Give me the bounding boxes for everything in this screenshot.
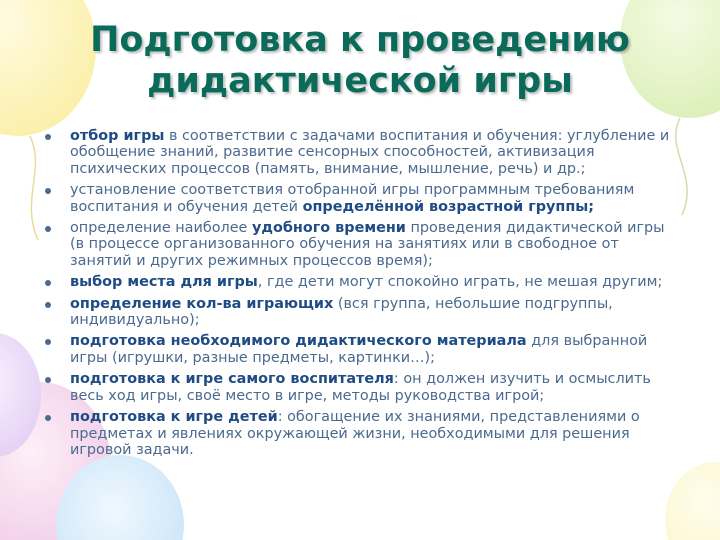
- bullet-item-materials: [44, 333, 680, 366]
- bullet-bold-text: подготовка к игре самого воспитателя: [70, 371, 394, 388]
- bullet-list: [44, 128, 680, 463]
- bullet-dot-icon: [45, 415, 51, 421]
- bullet-item-convenient-time: [44, 220, 680, 269]
- title-line-1: Подготовка к проведению: [90, 20, 630, 60]
- title-line-2: дидактической игры: [147, 61, 573, 101]
- bullet-dot-icon: [45, 226, 51, 232]
- bullet-bold-text: определение кол-ва играющих: [70, 295, 334, 312]
- bullet-bold-text: отбор игры: [70, 128, 165, 144]
- bullet-text: : он должен изучить и осмыслить весь ход игры, своё место в игре, методы руководства игрой;: [70, 371, 651, 404]
- bullet-bold-text: подготовка необходимого дидактического материала: [70, 333, 527, 350]
- bullet-text: для выбранной игры (игрушки, разные предметы, картинки…);: [70, 333, 648, 366]
- bullet-dot-icon: [45, 134, 51, 140]
- bullet-item-player-count: [44, 296, 680, 329]
- slide-title: [40, 20, 680, 102]
- bullet-dot-icon: [45, 339, 51, 345]
- bullet-bold-text: удобного времени: [251, 220, 406, 237]
- bullet-text: проведения дидактической игры (в процессе организованного обучения на занятиях или в свободное от занятий и других режимных процессов время);: [70, 220, 665, 269]
- bullet-dot-icon: [45, 302, 51, 308]
- bullet-text: , где дети могут спокойно играть, не мешая другим;: [257, 274, 663, 291]
- bullet-item-program-requirements: [44, 182, 680, 215]
- bullet-text: установление соответствия отобранной игры программным требованиям воспитания и обучения детей: [70, 182, 635, 215]
- bullet-dot-icon: [45, 377, 51, 383]
- bullet-bold-text: выбор места для игры: [70, 274, 258, 291]
- bullet-bold-text: определённой возрастной группы;: [302, 198, 595, 215]
- bullet-bold-text: подготовка к игре детей: [70, 409, 278, 426]
- bullet-item-place-choice: [44, 274, 680, 290]
- bullet-item-children-preparation: [44, 409, 680, 458]
- bullet-item-teacher-preparation: [44, 371, 680, 404]
- bullet-text: (вся группа, небольшие подгруппы, индивидуально);: [70, 295, 613, 329]
- bullet-text: в соответствии с задачами воспитания и обучения: углубление и обобщение знаний, развитие сенсорных способностей, активизация психических процессов (память, внимание, мышление, речь) и др.;: [70, 128, 670, 177]
- bullet-dot-icon: [45, 280, 51, 286]
- bullet-text: : обогащение их знаниями, представлениями о предметах и явлениях окружающей жизни, необходимыми для решения игровой задачи.: [70, 409, 640, 458]
- bullet-item-game-selection: [44, 128, 680, 177]
- bullet-dot-icon: [45, 188, 51, 194]
- bullet-text: определение наиболее: [70, 220, 252, 237]
